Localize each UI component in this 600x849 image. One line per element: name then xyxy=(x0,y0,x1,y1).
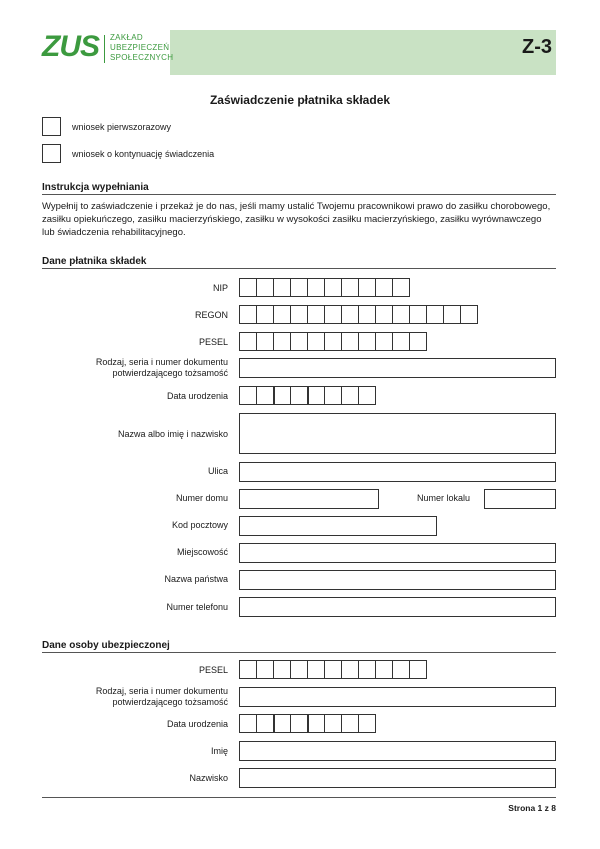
payer-name-input[interactable] xyxy=(239,413,556,454)
instructions-heading: Instrukcja wypełniania xyxy=(42,182,149,193)
form-code: Z-3 xyxy=(522,36,552,58)
postal-code-input[interactable] xyxy=(239,516,437,536)
insured-doc-input[interactable] xyxy=(239,687,556,707)
flat-no-input[interactable] xyxy=(484,489,556,509)
street-input[interactable] xyxy=(239,462,556,482)
continuation-checkbox[interactable] xyxy=(42,144,61,163)
footer-rule xyxy=(42,797,556,798)
payer-pesel-label: PESEL xyxy=(198,337,228,347)
phone-input[interactable] xyxy=(239,597,556,617)
payer-name-label: Nazwa albo imię i nazwisko xyxy=(117,429,228,439)
payer-doc-label xyxy=(96,357,228,379)
insured-doc-label xyxy=(96,686,228,708)
instructions-text: Wypełnij to zaświadczenie i przekaż je do nas, jeśli mamy ustalić Twojemu pracownikowi prawo do zasiłku chorobowego, zasiłku opiekuńczego, zasiłku macierzyńskiego, zasiłku w wysokości zasiłku macierzyńskiego, zasiłku wyrównawczego lub świadczenia rehabilitacyjnego. xyxy=(42,201,551,238)
street-label: Ulica xyxy=(207,466,228,476)
country-input[interactable] xyxy=(239,570,556,590)
payer-doc-input[interactable] xyxy=(239,358,556,378)
page-number: Strona 1 z 8 xyxy=(508,803,556,813)
instructions-rule xyxy=(42,194,556,195)
payer-heading: Dane płatnika składek xyxy=(42,256,147,267)
insured-pesel-input[interactable] xyxy=(239,660,426,679)
city-label: Miejscowość xyxy=(176,547,228,557)
country-label: Nazwa państwa xyxy=(164,574,228,584)
house-no-input[interactable] xyxy=(239,489,379,509)
first-application-checkbox[interactable] xyxy=(42,117,61,136)
regon-input[interactable] xyxy=(239,305,477,324)
payer-birth-date-input[interactable] xyxy=(239,386,375,405)
phone-label: Numer telefonu xyxy=(166,602,228,612)
insured-heading: Dane osoby ubezpieczonej xyxy=(42,640,170,651)
logo-line-3: SPOŁECZNYCH xyxy=(110,53,174,62)
last-name-label: Nazwisko xyxy=(189,773,228,783)
logo-line-1: ZAKŁAD xyxy=(110,33,143,42)
postal-code-label: Kod pocztowy xyxy=(171,520,228,530)
nip-label: NIP xyxy=(212,283,228,293)
insured-birth-date-label: Data urodzenia xyxy=(166,719,228,729)
payer-birth-date-label: Data urodzenia xyxy=(166,391,228,401)
insured-rule xyxy=(42,652,556,653)
payer-pesel-input[interactable] xyxy=(239,332,426,351)
nip-input[interactable] xyxy=(239,278,409,297)
house-no-label: Numer domu xyxy=(175,493,228,503)
page-title: Zaświadczenie płatnika składek xyxy=(209,93,391,107)
insured-doc-label-line2: potwierdzającego tożsamość xyxy=(112,697,228,707)
city-input[interactable] xyxy=(239,543,556,563)
regon-label: REGON xyxy=(194,310,228,320)
flat-no-label: Numer lokalu xyxy=(417,493,471,503)
insured-pesel-label: PESEL xyxy=(198,665,228,675)
payer-doc-label-line2: potwierdzającego tożsamość xyxy=(112,368,228,378)
zus-logo-text xyxy=(110,33,173,63)
logo-line-2: UBEZPIECZEŃ xyxy=(110,43,170,52)
continuation-label: wniosek o kontynuację świadczenia xyxy=(72,149,215,159)
payer-rule xyxy=(42,268,556,269)
logo-divider xyxy=(104,35,105,63)
payer-doc-label-line1: Rodzaj, seria i numer dokumentu xyxy=(95,357,228,367)
last-name-input[interactable] xyxy=(239,768,556,788)
first-name-input[interactable] xyxy=(239,741,556,761)
first-application-label: wniosek pierwszorazowy xyxy=(72,122,172,132)
first-name-label: Imię xyxy=(210,746,228,756)
insured-doc-label-line1: Rodzaj, seria i numer dokumentu xyxy=(95,686,228,696)
insured-birth-date-input[interactable] xyxy=(239,714,375,733)
zus-logo-mark: ZUS xyxy=(42,30,99,63)
